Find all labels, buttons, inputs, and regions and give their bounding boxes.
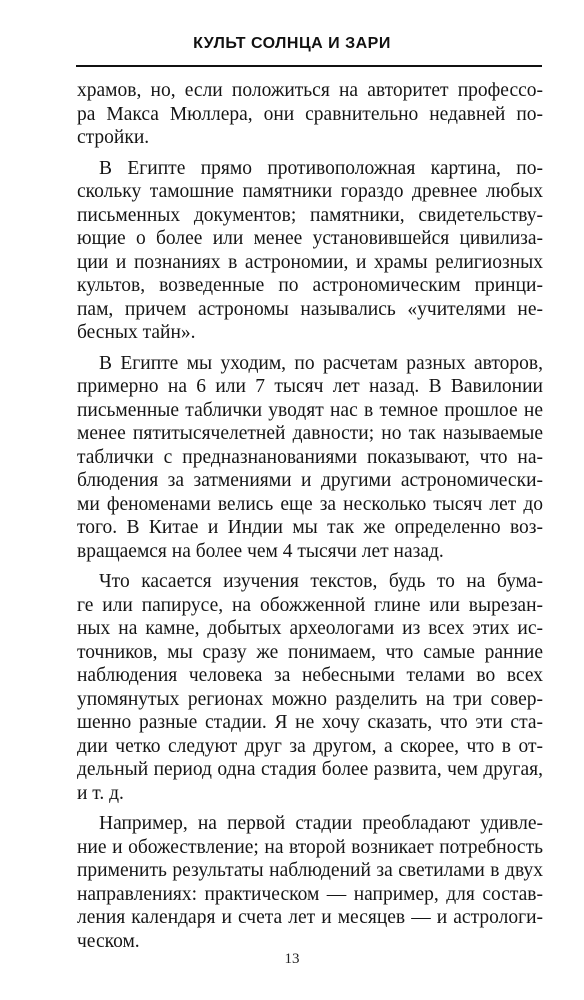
text-line: наблюдения человека за небесными телами во всех: [77, 665, 543, 686]
text-line: ющие о более или менее установившейся цивилиза-: [77, 228, 543, 249]
text-line: ге или папирусе, на обожженной глине или вырезан-: [77, 594, 543, 616]
paragraph: [77, 352, 543, 564]
text-line: вращаемся на более чем 4 тысячи лет назад.: [77, 540, 444, 562]
text-line: ции и познаниях в астрономии, и храмы религиозных: [77, 251, 543, 273]
text-line: стройки.: [77, 127, 150, 148]
paragraph: [77, 157, 543, 345]
text-line: блюдения за затмениями и другими астрономически-: [77, 470, 543, 491]
paragraph-gap: [77, 563, 543, 570]
running-head: КУЛЬТ СОЛНЦА И ЗАРИ: [193, 35, 391, 52]
paragraph: [77, 570, 543, 805]
text-line: упомянутых регионах можно разделить на три совер-: [77, 688, 543, 710]
text-line: точников, мы сразу же понимаем, что самые ранние: [77, 641, 543, 663]
text-line: направлениях: практическом — например, для состав-: [77, 883, 543, 905]
text-line: того. В Китае и Индии мы так же определенно воз-: [77, 517, 543, 538]
text-line: В Египте мы уходим, по расчетам разных авторов,: [99, 352, 543, 374]
text-line: храмов, но, если положиться на авторитет профессо-: [77, 80, 543, 101]
paragraph: [77, 812, 543, 953]
text-line: бесных тайн».: [77, 322, 196, 343]
text-line: дии четко следуют друг за другом, а скорее, что в от-: [77, 735, 543, 757]
text-line: примерно на 6 или 7 тысяч лет назад. В Вавилонии: [77, 376, 543, 397]
text-line: письменные таблички уводят нас в темное прошлое не: [77, 399, 543, 421]
text-line: шенно разные стадии. Я не хочу сказать, что эти ста-: [77, 712, 543, 733]
paragraph-gap: [77, 345, 543, 352]
text-line: дельный период одна стадия более развита, чем другая,: [77, 759, 543, 780]
text-line: пам, причем астрономы назывались «учителями не-: [77, 298, 543, 320]
text-line: письменных документов; памятники, свидетельству-: [77, 204, 543, 226]
body-text: [77, 79, 543, 953]
text-line: Например, на первой стадии преобладают удивле-: [99, 813, 543, 834]
text-line: таблички с предназнанованиями показывают, что на-: [77, 446, 543, 468]
text-line: В Египте прямо противоположная картина, по-: [99, 157, 543, 179]
text-line: ления календаря и счета лет и месяцев — и астрологи-: [77, 907, 543, 928]
text-line: ных на камне, добытых археологами из всех этих ис-: [77, 618, 543, 639]
text-line: культов, возведенные по астрономическим принци-: [77, 275, 543, 296]
paragraph-gap: [77, 805, 543, 812]
text-line: ра Макса Мюллера, они сравнительно недавней по-: [77, 103, 543, 125]
text-line: и т. д.: [77, 782, 124, 804]
paragraph: [77, 79, 543, 150]
text-line: применить результаты наблюдений за светилами в двух: [77, 860, 543, 881]
paragraph-gap: [77, 150, 543, 157]
text-line: ми феноменами велись еще за несколько тысяч лет до: [77, 493, 543, 515]
text-line: Что касается изучения текстов, будь то на бума-: [99, 571, 543, 592]
page-number: 13: [284, 951, 300, 967]
text-line: ческом.: [77, 930, 140, 952]
text-line: менее пятитысячелетней давности; но так называемые: [77, 423, 543, 444]
header-rule: [76, 65, 542, 67]
text-line: скольку тамошние памятники гораздо древнее любых: [77, 181, 543, 202]
text-line: ние и обожествление; на второй возникает потребность: [77, 836, 543, 858]
